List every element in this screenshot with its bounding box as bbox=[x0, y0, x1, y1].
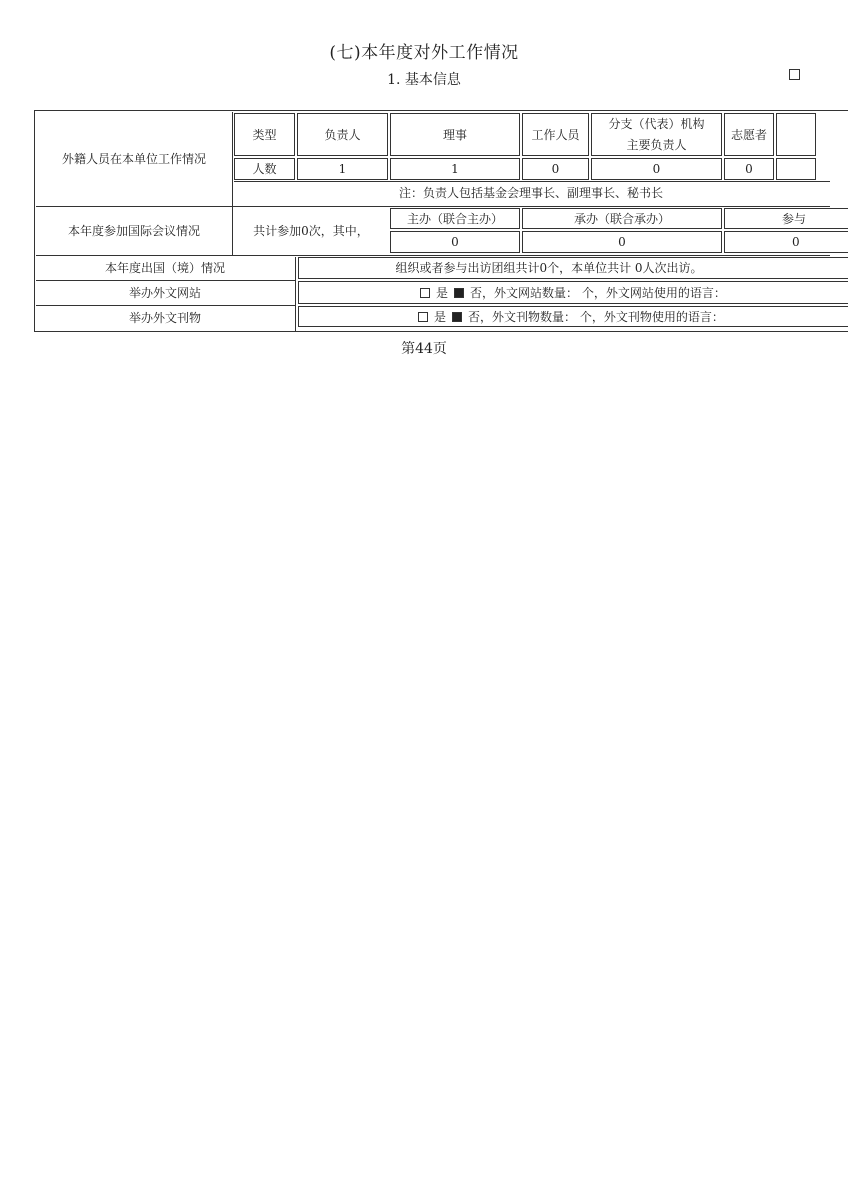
col-director: 理事 bbox=[442, 127, 467, 142]
website-no-label: 否 bbox=[470, 285, 483, 300]
col-participate: 参与 bbox=[782, 211, 807, 226]
conferences-label: 本年度参加国际会议情况 bbox=[67, 224, 200, 238]
count-director: 1 bbox=[451, 162, 459, 176]
subsection-title: 1. 基本信息 bbox=[387, 72, 461, 88]
organizer-count: 0 bbox=[618, 235, 626, 249]
count-label: 人数 bbox=[252, 162, 277, 176]
publication-details: ，外文刊物数量： 个，外文刊物使用的语言： bbox=[480, 309, 724, 324]
page-number: 第44页 bbox=[401, 341, 447, 357]
section-title: (七)本年度对外工作情况 bbox=[329, 43, 519, 63]
website-answer bbox=[298, 281, 848, 304]
col-branch-office: 分支（代表）机构 bbox=[608, 117, 705, 131]
col-volunteer: 志愿者 bbox=[730, 127, 767, 142]
count-staff: 0 bbox=[551, 162, 560, 176]
count-branch-head: 0 bbox=[652, 162, 661, 176]
publication-no-label: 否 bbox=[468, 309, 481, 324]
website-no-checkbox-icon[interactable] bbox=[454, 288, 464, 298]
overseas-visits-text: 组织或者参与出访团组共计0个，本单位共计 0人次出访。 bbox=[395, 261, 703, 275]
checkbox-icon[interactable] bbox=[789, 69, 800, 80]
publication-label: 举办外文刊物 bbox=[128, 311, 201, 325]
website-yes-checkbox-icon[interactable] bbox=[420, 288, 430, 298]
participate-count: 0 bbox=[792, 235, 800, 249]
publication-answer bbox=[298, 306, 848, 327]
website-label: 举办外文网站 bbox=[128, 286, 201, 300]
col-organizer: 承办（联合承办） bbox=[573, 211, 670, 226]
overseas-visits-label: 本年度出国（境）情况 bbox=[104, 261, 225, 275]
conferences-total: 共计参加0次，其中， bbox=[253, 224, 369, 238]
foreign-staff-note: 注：负责人包括基金会理事长、副理事长、秘书长 bbox=[398, 186, 663, 200]
publication-yes-checkbox-icon[interactable] bbox=[418, 312, 428, 322]
count-cell bbox=[776, 158, 816, 180]
col-host: 主办（联合主办） bbox=[406, 211, 503, 226]
col-staff: 工作人员 bbox=[531, 127, 580, 142]
publication-no-checkbox-icon[interactable] bbox=[452, 312, 462, 322]
count-volunteer: 0 bbox=[745, 162, 753, 176]
col-responsible-person: 负责人 bbox=[324, 127, 361, 142]
host-count: 0 bbox=[451, 235, 459, 249]
website-details: ，外文网站数量： 个，外文网站使用的语言： bbox=[482, 285, 726, 300]
count-responsible-person: 1 bbox=[338, 162, 347, 176]
col-branch-head: 主要负责人 bbox=[626, 138, 687, 152]
header-cell bbox=[776, 113, 816, 156]
publication-yes-label: 是 bbox=[434, 309, 447, 324]
foreign-staff-label: 外籍人员在本单位工作情况 bbox=[61, 152, 206, 166]
type-label: 类型 bbox=[252, 127, 277, 142]
website-yes-label: 是 bbox=[436, 285, 449, 300]
